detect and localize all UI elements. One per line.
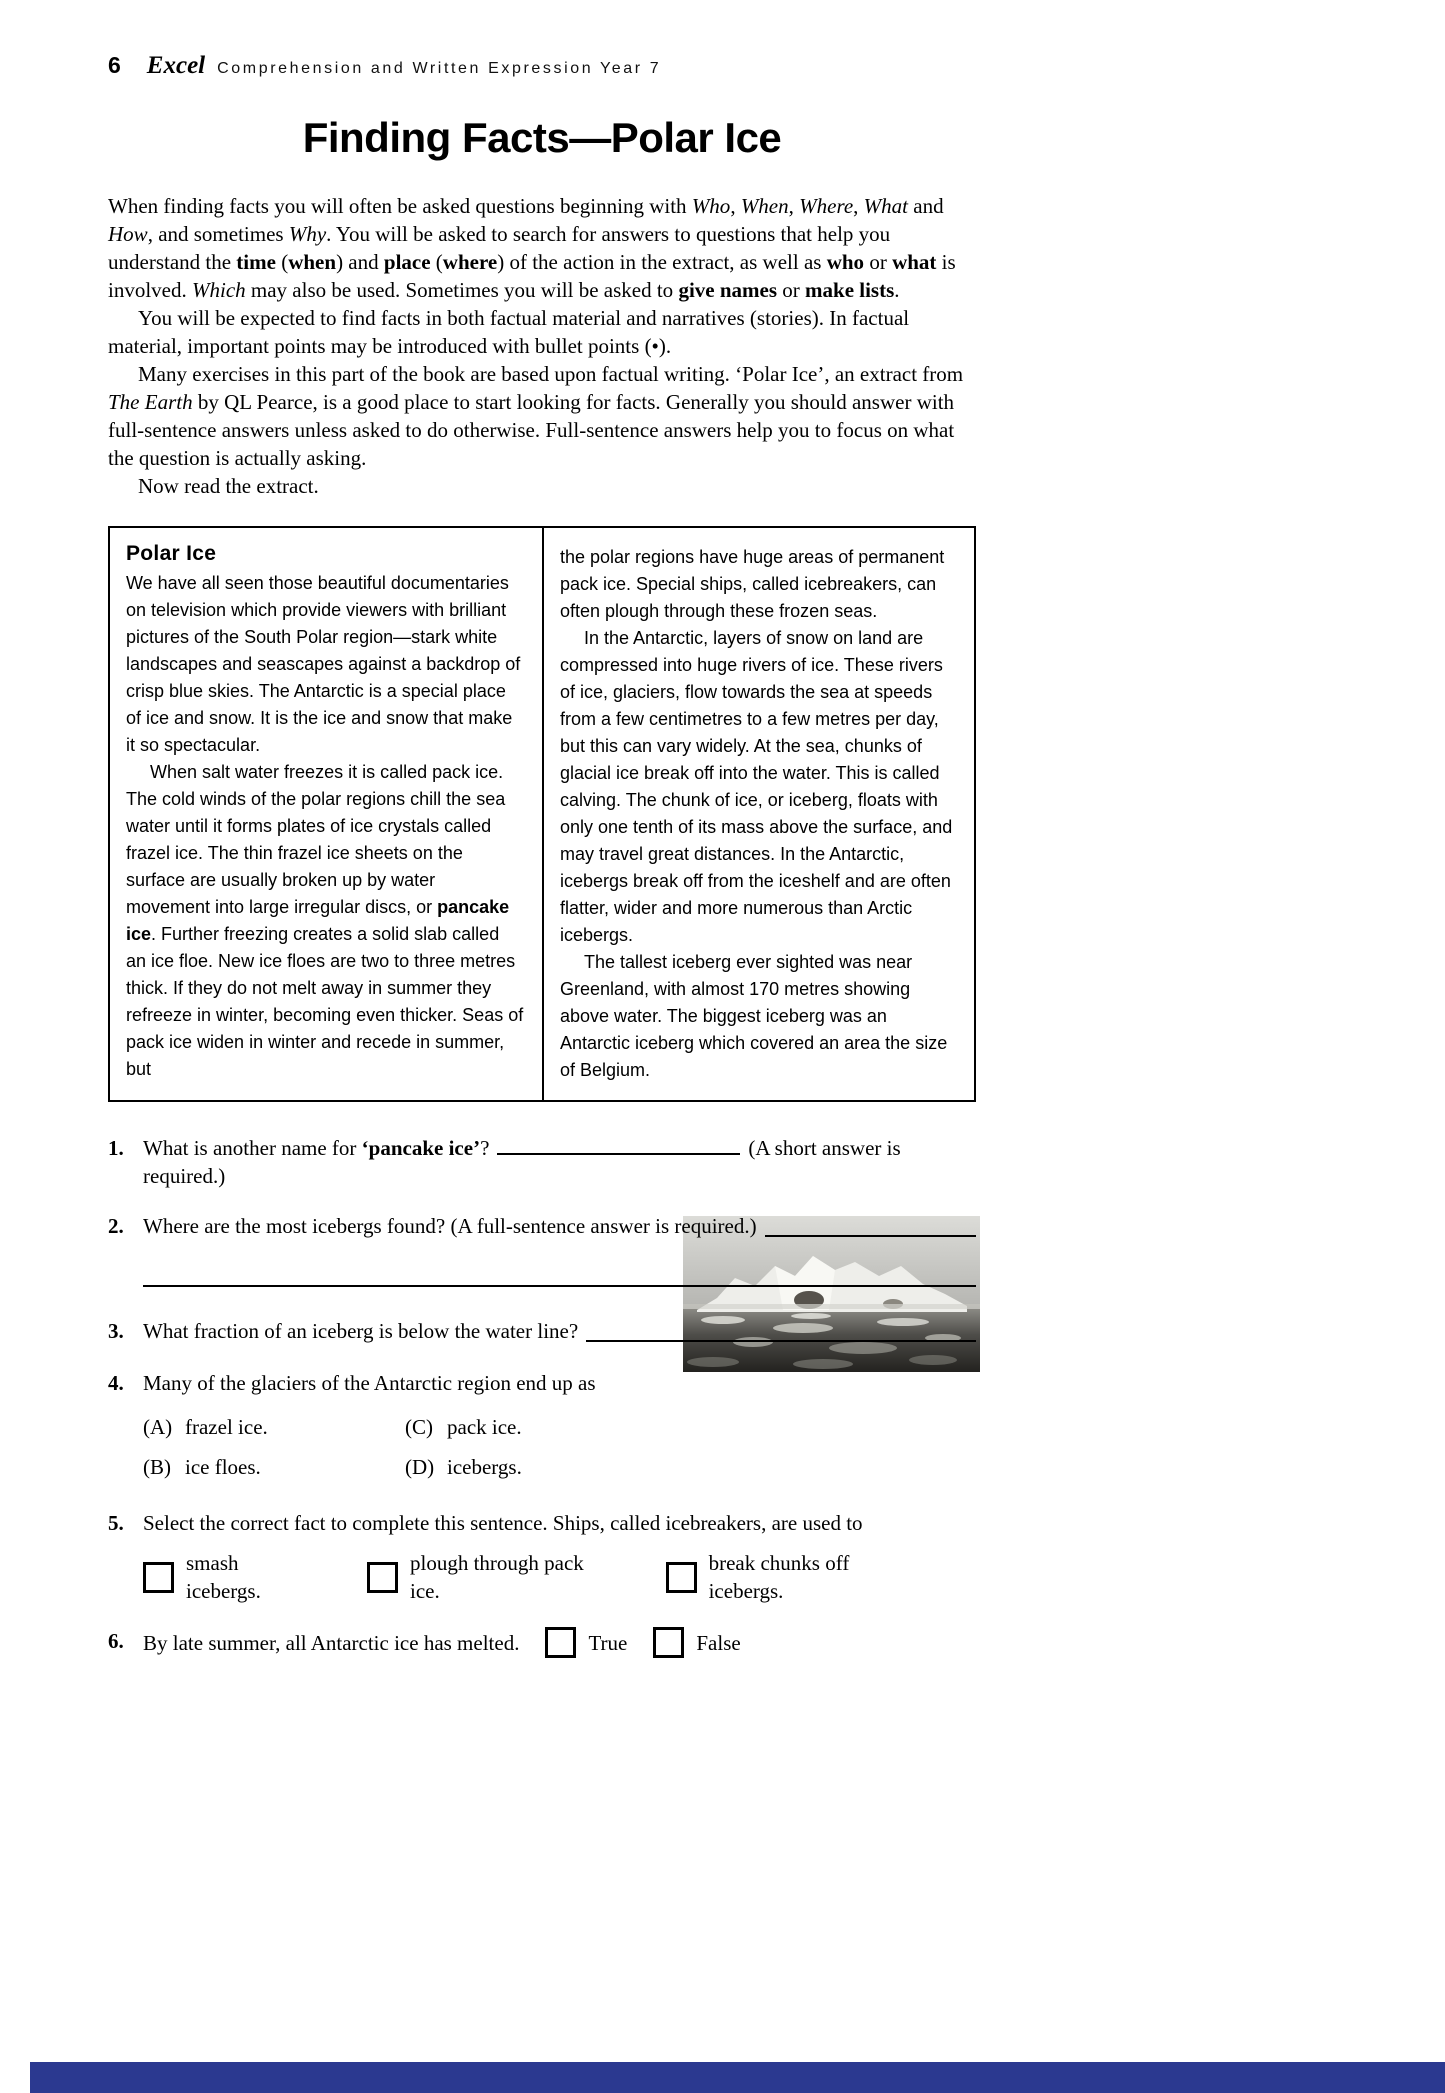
option-d[interactable] [405,1453,665,1481]
choice-label: break chunks off icebergs. [708,1551,850,1603]
option-text: pack ice. [447,1415,522,1439]
choice-smash-icebergs [143,1549,315,1605]
option-b[interactable] [143,1453,405,1481]
extract-paragraph: When salt water freezes it is called pack ice. The cold winds of the polar regions chill the sea water until it forms plates of ice crystals called frazel ice. The thin frazel ice sheets on the surface are usually broken up by water movement into large irregular discs, or pancake ice. Further freezing creates a solid slab called an ice floe. New ice floes are two to three metres thick. If they do not melt away in summer they refreeze in winter, becoming even thicker. Seas of pack ice widen in winter and recede in summer, but [126,762,524,1079]
page-number: 6 [108,52,121,78]
choice-label: plough through pack ice. [409,1551,584,1603]
choice-label: smash icebergs. [186,1551,261,1603]
extract-paragraph: the polar regions have huge areas of permanent pack ice. Special ships, called icebreakers, can often plough through these frozen seas. [560,547,945,621]
question-text: Select the correct fact to complete this sentence. Ships, called icebreakers, are used to [143,1511,863,1535]
option-c[interactable] [405,1413,665,1441]
footer-bar [30,2062,1445,2093]
question-text: Where are the most icebergs found? (A full-sentence answer is required.) [143,1214,757,1238]
extract-box [108,526,976,1102]
intro-paragraph: You will be expected to find facts in both factual material and narratives (stories). In factual material, important points may be introduced with bullet points (•). [108,306,910,358]
brand-logo: Excel [146,52,206,79]
question-note: (A short answer is required.) [143,1136,901,1188]
page-title: Finding Facts—Polar Ice [302,114,782,161]
question-5 [108,1509,976,1605]
question-4 [108,1369,976,1481]
answer-line[interactable] [765,1212,976,1237]
extract-left-column [110,528,542,1100]
question-2 [108,1212,976,1287]
checkbox[interactable] [143,1562,174,1593]
choice-break-chunks-off-icebergs [666,1549,924,1605]
question-number: 4. [108,1371,124,1395]
question-1 [108,1134,976,1190]
option-text: frazel ice. [185,1415,268,1439]
checkbox-false[interactable] [653,1627,684,1658]
option-text: ice floes. [185,1455,261,1479]
choice-label: False [696,1630,741,1655]
choice-label: True [588,1630,628,1655]
page-header [108,0,976,80]
question-6 [108,1627,976,1658]
checkbox[interactable] [666,1562,697,1593]
question-text: By late summer, all Antarctic ice has melted. [143,1630,520,1655]
choice-list [143,1549,976,1605]
option-label: (C) [405,1415,433,1439]
option-label: (B) [143,1455,171,1479]
question-text: What fraction of an iceberg is below the water line? [143,1319,579,1343]
question-number: 1. [108,1136,124,1160]
question-number: 5. [108,1511,124,1535]
extract-paragraph: In the Antarctic, layers of snow on land are compressed into huge rivers of ice. These rivers of ice, glaciers, flow towards the sea at speeds from a few centimetres to a few metres per day, but this can vary widely. At the sea, chunks of glacial ice break off into the water. This is called calving. The chunk of ice, or iceberg, floats with only one tenth of its mass above the surface, and may travel great distances. In the Antarctic, icebergs break off from the iceshelf and are often flatter, wider and more numerous than Arctic icebergs. [560,628,953,945]
intro-section [108,192,976,500]
option-text: icebergs. [447,1455,522,1479]
answer-line[interactable] [497,1137,740,1155]
option-label: (D) [405,1455,435,1479]
book-title: Comprehension and Written Expression Year 7 [217,60,662,77]
option-list [143,1413,976,1481]
checkbox-true[interactable] [545,1627,576,1658]
answer-line[interactable] [586,1317,976,1342]
extract-paragraph: The tallest iceberg ever sighted was near Greenland, with almost 170 metres showing above water. The biggest iceberg was an Antarctic iceberg which covered an area the size of Belgium. [560,952,948,1080]
choice-plough-through-pack-ice [367,1549,614,1605]
option-label: (A) [143,1415,173,1439]
question-text: What is another name for ‘pancake ice’? [143,1136,490,1160]
option-a[interactable] [143,1413,405,1441]
extract-title: Polar Ice [126,542,217,565]
question-number: 6. [108,1629,124,1653]
intro-paragraph: Many exercises in this part of the book are based upon factual writing. ‘Polar Ice’, an extract from The Earth by QL Pearce, is a good place to start looking for facts. Generally you should answer with full-sentence answers unless asked to do otherwise. Full-sentence answers help you to focus on what the question is actually asking. [108,362,964,470]
question-text: Many of the glaciers of the Antarctic region end up as [143,1371,596,1395]
question-3 [108,1317,976,1345]
intro-paragraph: Now read the extract. [138,474,319,498]
question-number: 3. [108,1319,124,1343]
checkbox[interactable] [367,1562,398,1593]
answer-line[interactable] [143,1262,976,1287]
question-number: 2. [108,1214,124,1238]
intro-paragraph: When finding facts you will often be asked questions beginning with Who, When, Where, What and How, and sometimes Why. You will be asked to search for answers to questions that help you understand the time (when) and place (where) of the action in the extract, as well as who or what is involved. Which may also be used. Sometimes you will be asked to give names or make lists. [108,194,956,302]
extract-right-column [542,528,974,1100]
extract-paragraph: We have all seen those beautiful documentaries on television which provide viewers with brilliant pictures of the South Polar region—stark white landscapes and seascapes against a backdrop of crisp blue skies. The Antarctic is a special place of ice and snow. It is the ice and snow that make it so spectacular. [126,573,521,755]
